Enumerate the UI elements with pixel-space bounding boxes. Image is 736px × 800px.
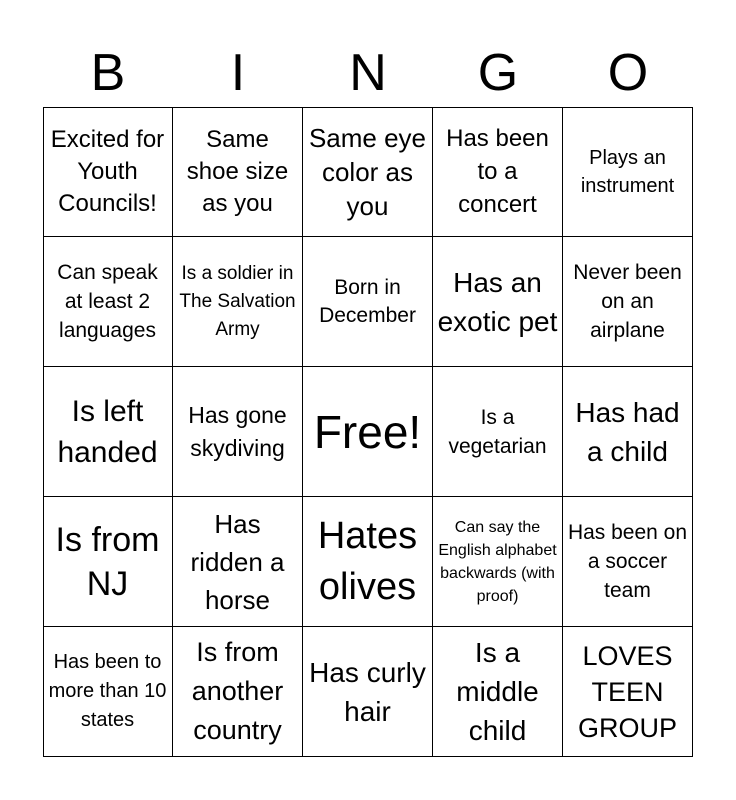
bingo-cell-text: Can say the English alphabet backwards (with proof): [438, 518, 557, 605]
bingo-cell-r2-c1[interactable]: [43, 237, 173, 367]
bingo-cell-r1-c3[interactable]: [303, 107, 433, 237]
bingo-cell-text: Same eye color as you: [308, 122, 427, 221]
bingo-cell-text: Has had a child: [575, 396, 680, 467]
bingo-cell-text: Plays an instrument: [580, 146, 675, 197]
bingo-cell-r5-c2[interactable]: [173, 627, 303, 757]
bingo-cell-r5-c3[interactable]: [303, 627, 433, 757]
bingo-header: [43, 42, 693, 104]
bingo-cell-r3-c5[interactable]: [563, 367, 693, 497]
bingo-cell-r2-c3[interactable]: [303, 237, 433, 367]
bingo-cell-r1-c4[interactable]: [433, 107, 563, 237]
header-letter-n: N: [349, 44, 387, 102]
bingo-cell-text: Is a vegetarian: [448, 405, 547, 458]
bingo-cell-text: Has ridden a horse: [190, 508, 285, 615]
bingo-cell-r3-c1[interactable]: [43, 367, 173, 497]
bingo-cell-text: Hates olives: [317, 514, 418, 608]
bingo-cell-text: Has been on a soccer team: [567, 521, 688, 602]
bingo-cell-r2-c2[interactable]: [173, 237, 303, 367]
header-letter-o: O: [607, 44, 649, 102]
bingo-cell-text: Is left handed: [57, 394, 158, 469]
bingo-cell-r3-c3[interactable]: [303, 367, 433, 497]
bingo-cell-text: Never been on an airplane: [573, 261, 682, 342]
bingo-cell-text: Is from another country: [191, 637, 284, 745]
bingo-cell-r1-c5[interactable]: [563, 107, 693, 237]
bingo-cell-text: Excited for Youth Councils!: [50, 125, 165, 217]
header-letter-i: I: [230, 44, 246, 102]
bingo-cell-text: Can speak at least 2 languages: [57, 261, 158, 342]
bingo-cell-r4-c1[interactable]: [43, 497, 173, 627]
bingo-cell-r3-c4[interactable]: [433, 367, 563, 497]
bingo-cell-r4-c5[interactable]: [563, 497, 693, 627]
bingo-cell-text: Free!: [313, 405, 422, 458]
bingo-cell-r4-c2[interactable]: [173, 497, 303, 627]
bingo-cell-text: Has been to more than 10 states: [48, 651, 167, 731]
bingo-cell-text: LOVES TEEN GROUP: [577, 640, 677, 743]
bingo-cell-r1-c2[interactable]: [173, 107, 303, 237]
bingo-cell-r4-c4[interactable]: [433, 497, 563, 627]
bingo-cell-text: Same shoe size as you: [186, 125, 289, 217]
header-letter-b: B: [90, 44, 126, 102]
bingo-cell-text: Has been to a concert: [446, 125, 549, 218]
bingo-cell-r5-c1[interactable]: [43, 627, 173, 757]
header-letter-g: G: [477, 44, 519, 102]
bingo-cell-text: Born in December: [319, 275, 416, 327]
bingo-cell-text: Has curly hair: [309, 656, 426, 727]
bingo-cell-r2-c5[interactable]: [563, 237, 693, 367]
bingo-cell-text: Is a middle child: [456, 637, 539, 746]
bingo-cell-text: Has an exotic pet: [437, 266, 558, 337]
bingo-cell-text: Is from NJ: [55, 520, 160, 603]
bingo-cell-r4-c3[interactable]: [303, 497, 433, 627]
bingo-cell-r3-c2[interactable]: [173, 367, 303, 497]
bingo-cell-text: Is a soldier in The Salvation Army: [179, 262, 296, 340]
bingo-cell-r2-c4[interactable]: [433, 237, 563, 367]
bingo-cell-r5-c4[interactable]: [433, 627, 563, 757]
bingo-cell-r1-c1[interactable]: [43, 107, 173, 237]
bingo-cell-r5-c5[interactable]: [563, 627, 693, 757]
bingo-cell-text: Has gone skydiving: [188, 401, 287, 461]
bingo-board: [43, 107, 693, 757]
